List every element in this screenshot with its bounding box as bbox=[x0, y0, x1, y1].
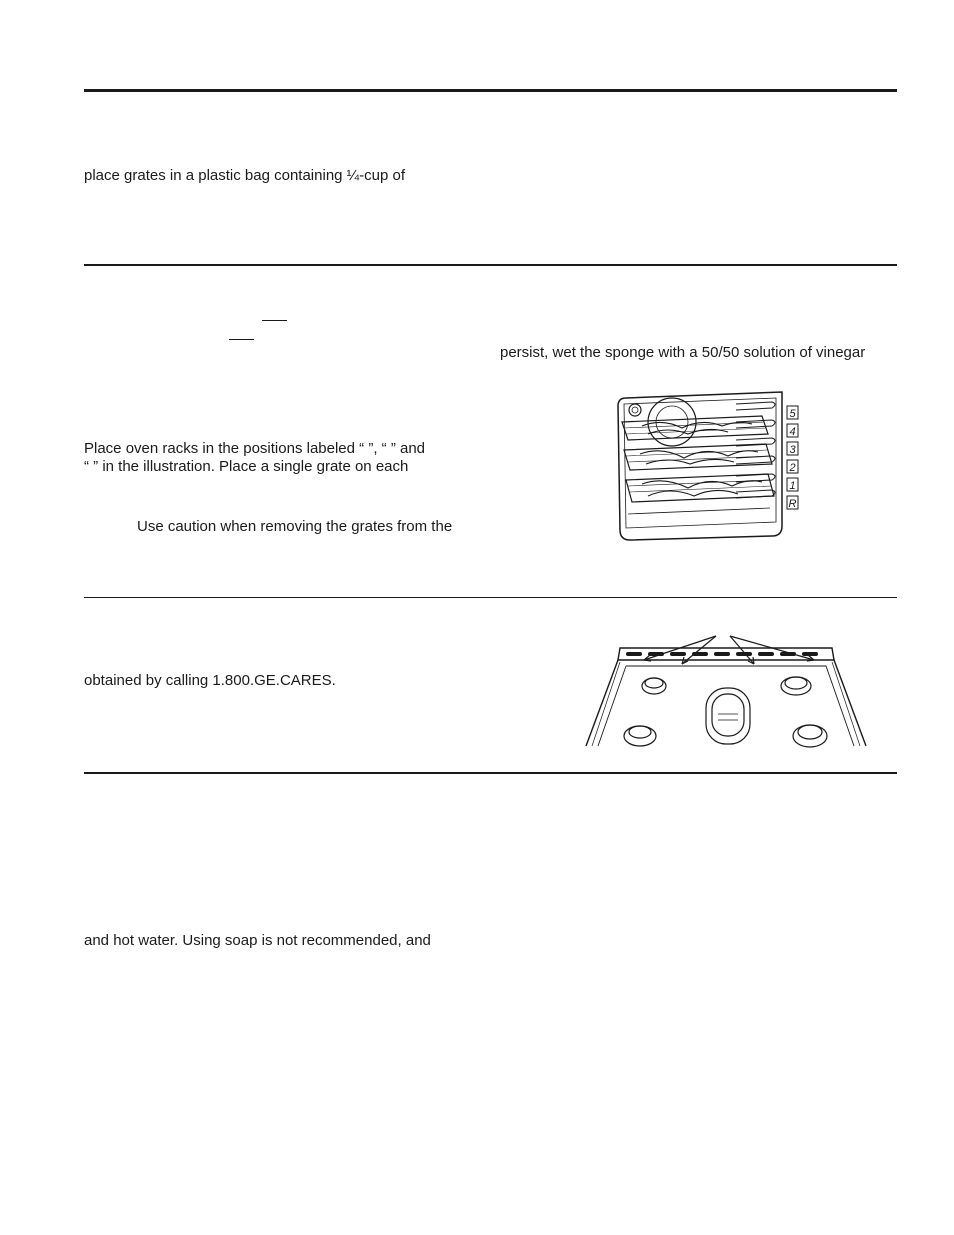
section-rule-grates-oven bbox=[84, 264, 897, 266]
caution-text: Use caution when removing the grates from the bbox=[137, 518, 453, 535]
rack-position-labels bbox=[786, 405, 800, 515]
oven-rack-illustration bbox=[612, 388, 812, 548]
grates-bag-text: place grates in a plastic bag containing ¼-cup of bbox=[84, 167, 406, 184]
section-rule-burner-heads bbox=[84, 597, 897, 598]
rack-label-1: 1 bbox=[789, 480, 796, 492]
grates-oven-right-text: persist, wet the sponge with a 50/50 solution of vinegar bbox=[500, 344, 866, 361]
section-rule-top bbox=[84, 89, 897, 92]
burner-heads-text: obtained by calling 1.800.GE.CARES. bbox=[84, 672, 336, 689]
rack-label-4: 4 bbox=[789, 426, 796, 438]
underline-mark bbox=[229, 339, 254, 340]
rack-instruction-line-1: Place oven racks in the positions labeled “ ”, “ ” and bbox=[84, 440, 426, 457]
underline-mark bbox=[262, 320, 287, 321]
rack-label-2: 2 bbox=[789, 462, 796, 474]
rack-instruction-line-2: “ ” in the illustration. Place a single grate on each bbox=[84, 458, 409, 475]
rack-label-5: 5 bbox=[789, 408, 796, 420]
section-rule-maintop bbox=[84, 772, 897, 774]
rack-label-r: R bbox=[788, 498, 797, 510]
cooktop-illustration bbox=[582, 630, 872, 748]
rack-label-3: 3 bbox=[789, 444, 796, 456]
maintop-text: and hot water. Using soap is not recommended, and bbox=[84, 932, 431, 949]
